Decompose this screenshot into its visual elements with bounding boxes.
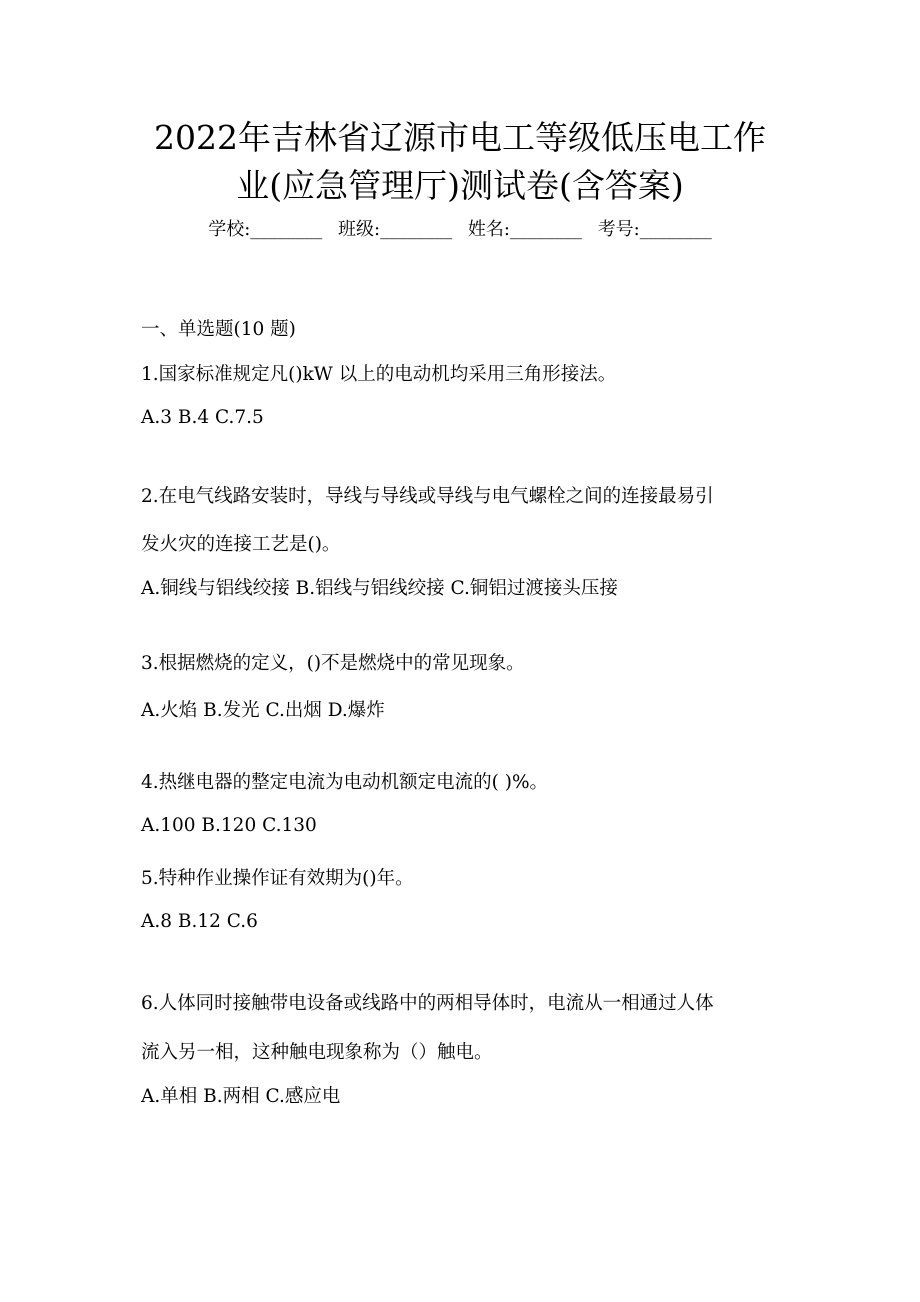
- question-3-options: A.火焰 B.发光 C.出烟 D.爆炸: [141, 700, 385, 721]
- school-field: 学校:________: [208, 219, 323, 240]
- question-4-options: A.100 B.120 C.130: [141, 815, 317, 836]
- question-6-options: A.单相 B.两相 C.感应电: [141, 1086, 341, 1107]
- student-info-row: [60, 218, 860, 242]
- question-6-stem-line-1: 6.人体同时接触带电设备或线路中的两相导体时，电流从一相通过人体: [141, 993, 714, 1014]
- name-field: 姓名:________: [467, 219, 582, 240]
- question-1-options: A.3 B.4 C.7.5: [141, 407, 264, 428]
- question-2-stem-line-1: 2.在电气线路安装时，导线与导线或导线与电气螺栓之间的连接最易引: [141, 486, 714, 507]
- question-5-options: A.8 B.12 C.6: [141, 911, 258, 932]
- question-4-stem: 4.热继电器的整定电流为电动机额定电流的( )%。: [141, 772, 549, 793]
- section-heading: 一、单选题(10 题): [141, 319, 296, 340]
- exam-title-line-2: 业(应急管理厅)测试卷(含答案): [236, 166, 684, 205]
- exam-title-line-1: 2022年吉林省辽源市电工等级低压电工作: [154, 118, 766, 157]
- question-3-stem: 3.根据燃烧的定义，()不是燃烧中的常见现象。: [141, 653, 525, 674]
- question-2-stem-line-2: 发火灾的连接工艺是()。: [141, 534, 341, 555]
- class-field: 班级:________: [338, 219, 453, 240]
- exam-number-field: 考号:________: [597, 219, 712, 240]
- question-5-stem: 5.特种作业操作证有效期为()年。: [141, 868, 414, 889]
- question-2-options: A.铜线与铝线绞接 B.铝线与铝线绞接 C.铜铝过渡接头压接: [141, 578, 618, 599]
- question-1-stem: 1.国家标准规定凡()kW 以上的电动机均采用三角形接法。: [141, 364, 617, 385]
- question-6-stem-line-2: 流入另一相，这种触电现象称为（）触电。: [141, 1042, 493, 1063]
